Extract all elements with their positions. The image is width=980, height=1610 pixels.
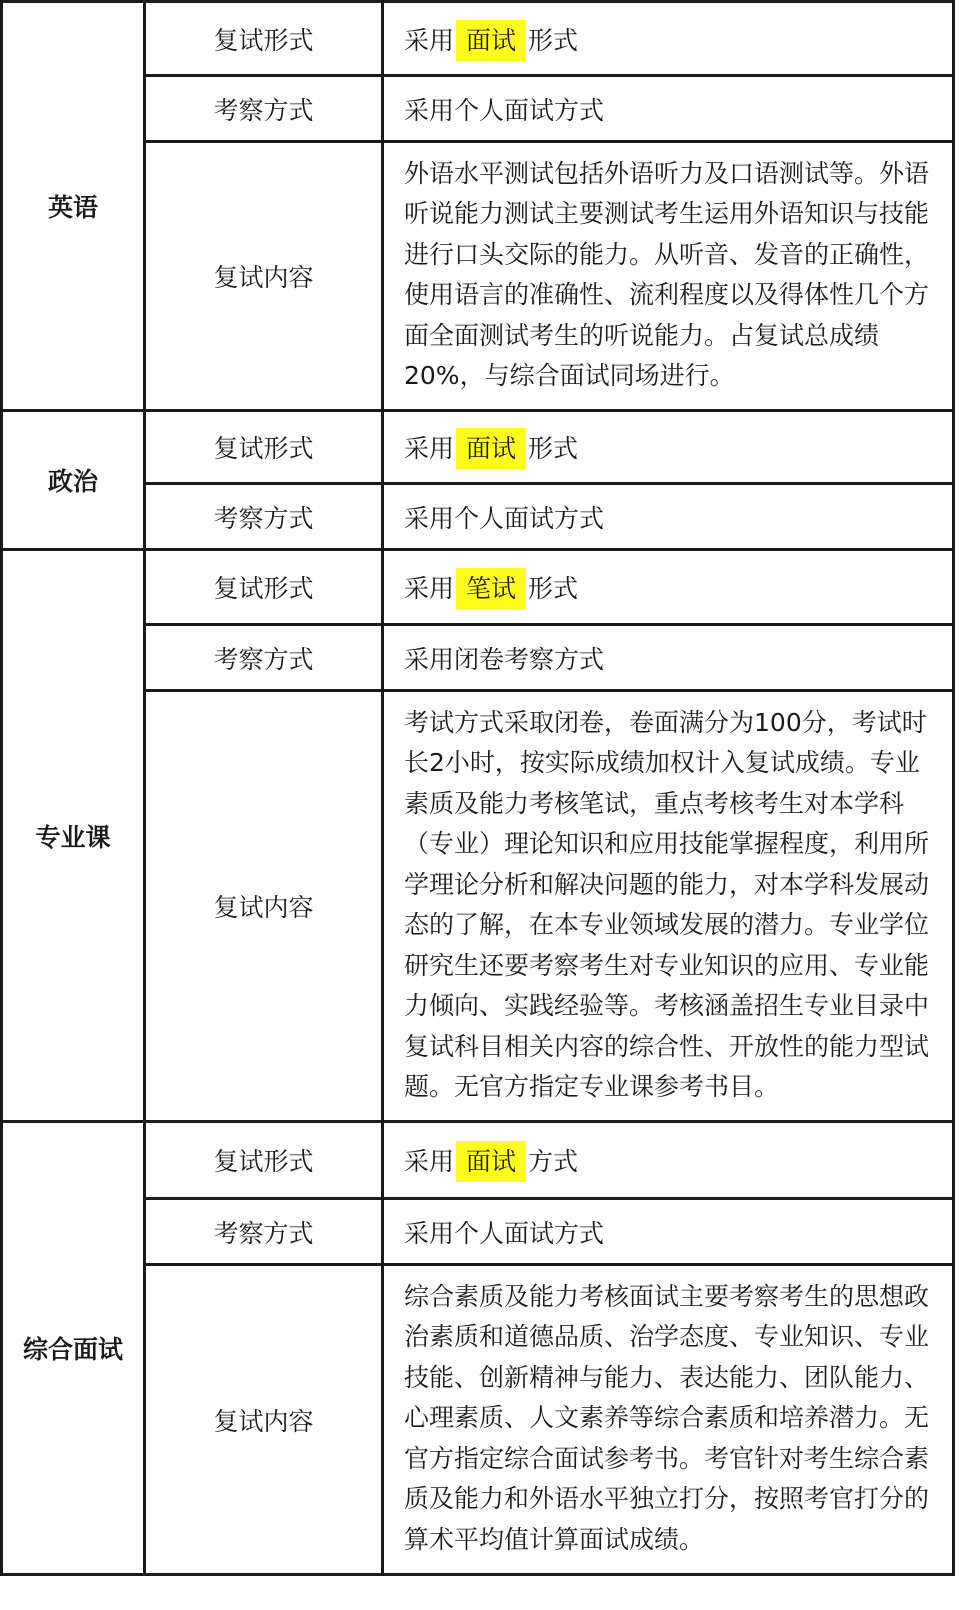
detail-suffix: 方式 <box>528 1147 579 1176</box>
table-row <box>2 625 954 691</box>
table-row <box>2 411 954 484</box>
table-row <box>2 1199 954 1265</box>
subject-major-course: 专业课 <box>2 550 145 1122</box>
detail-text: 采用个人面试方式 <box>383 76 954 142</box>
aspect-label: 考察方式 <box>145 484 383 550</box>
table-row <box>2 1265 954 1575</box>
detail-suffix: 形式 <box>528 574 579 603</box>
detail-prefix: 采用 <box>404 25 455 55</box>
aspect-label: 考察方式 <box>145 76 383 142</box>
table-row <box>2 484 954 550</box>
highlight-text: 面试 <box>456 20 526 61</box>
table-row <box>2 142 954 411</box>
subject-politics: 政治 <box>2 411 145 550</box>
detail-paragraph: 综合素质及能力考核面试主要考察考生的思想政治素质和道德品质、治学态度、专业知识、专业技能、创新精神与能力、表达能力、团队能力、心理素质、人文素养等综合素质和培养潜力。无官方指定综合面试参考书。考官针对考生综合素质及能力和外语水平独立打分，按照考官打分的算术平均值计算面试成绩。 <box>383 1265 954 1575</box>
aspect-label: 复试形式 <box>145 1122 383 1199</box>
detail-cell <box>383 550 954 625</box>
detail-prefix: 采用 <box>404 574 455 603</box>
detail-suffix: 形式 <box>528 434 579 463</box>
detail-text: 采用个人面试方式 <box>383 1199 954 1265</box>
highlight-text: 面试 <box>456 428 526 469</box>
aspect-label: 复试内容 <box>145 1265 383 1575</box>
detail-text: 采用个人面试方式 <box>383 484 954 550</box>
detail-paragraph: 外语水平测试包括外语听力及口语测试等。外语听说能力测试主要测试考生运用外语知识与技能进行口头交际的能力。从听音、发音的正确性，使用语言的准确性、流利程度以及得体性几个方面全面测试考生的听说能力。占复试总成绩20%，与综合面试同场进行。 <box>383 142 954 411</box>
highlight-text: 面试 <box>456 1141 526 1182</box>
detail-text: 采用闭卷考察方式 <box>383 625 954 691</box>
detail-paragraph: 考试方式采取闭卷，卷面满分为100分，考试时长2小时，按实际成绩加权计入复试成绩。专业素质及能力考核笔试，重点考核考生对本学科（专业）理论知识和应用技能掌握程度，利用所学理论分析和解决问题的能力，对本学科发展动态的了解，在本专业领域发展的潜力。专业学位研究生还要考察考生对专业知识的应用、专业能力倾向、实践经验等。考核涵盖招生专业目录中复试科目相关内容的综合性、开放性的能力型试题。无官方指定专业课参考书目。 <box>383 691 954 1122</box>
highlight-text: 笔试 <box>456 568 526 609</box>
subject-comprehensive-interview: 综合面试 <box>2 1122 145 1575</box>
aspect-label: 复试形式 <box>145 411 383 484</box>
detail-cell <box>383 411 954 484</box>
detail-cell <box>383 2 954 76</box>
subject-english: 英语 <box>2 2 145 411</box>
table-row <box>2 550 954 625</box>
aspect-label: 复试内容 <box>145 691 383 1122</box>
detail-prefix: 采用 <box>404 1147 455 1176</box>
table-row <box>2 691 954 1122</box>
aspect-label: 考察方式 <box>145 625 383 691</box>
detail-suffix: 形式 <box>528 25 579 55</box>
aspect-label: 复试形式 <box>145 550 383 625</box>
detail-cell <box>383 1122 954 1199</box>
aspect-label: 复试形式 <box>145 2 383 76</box>
aspect-label: 复试内容 <box>145 142 383 411</box>
aspect-label: 考察方式 <box>145 1199 383 1265</box>
table-row <box>2 2 954 76</box>
table-row <box>2 1122 954 1199</box>
detail-prefix: 采用 <box>404 434 455 463</box>
table-row <box>2 76 954 142</box>
